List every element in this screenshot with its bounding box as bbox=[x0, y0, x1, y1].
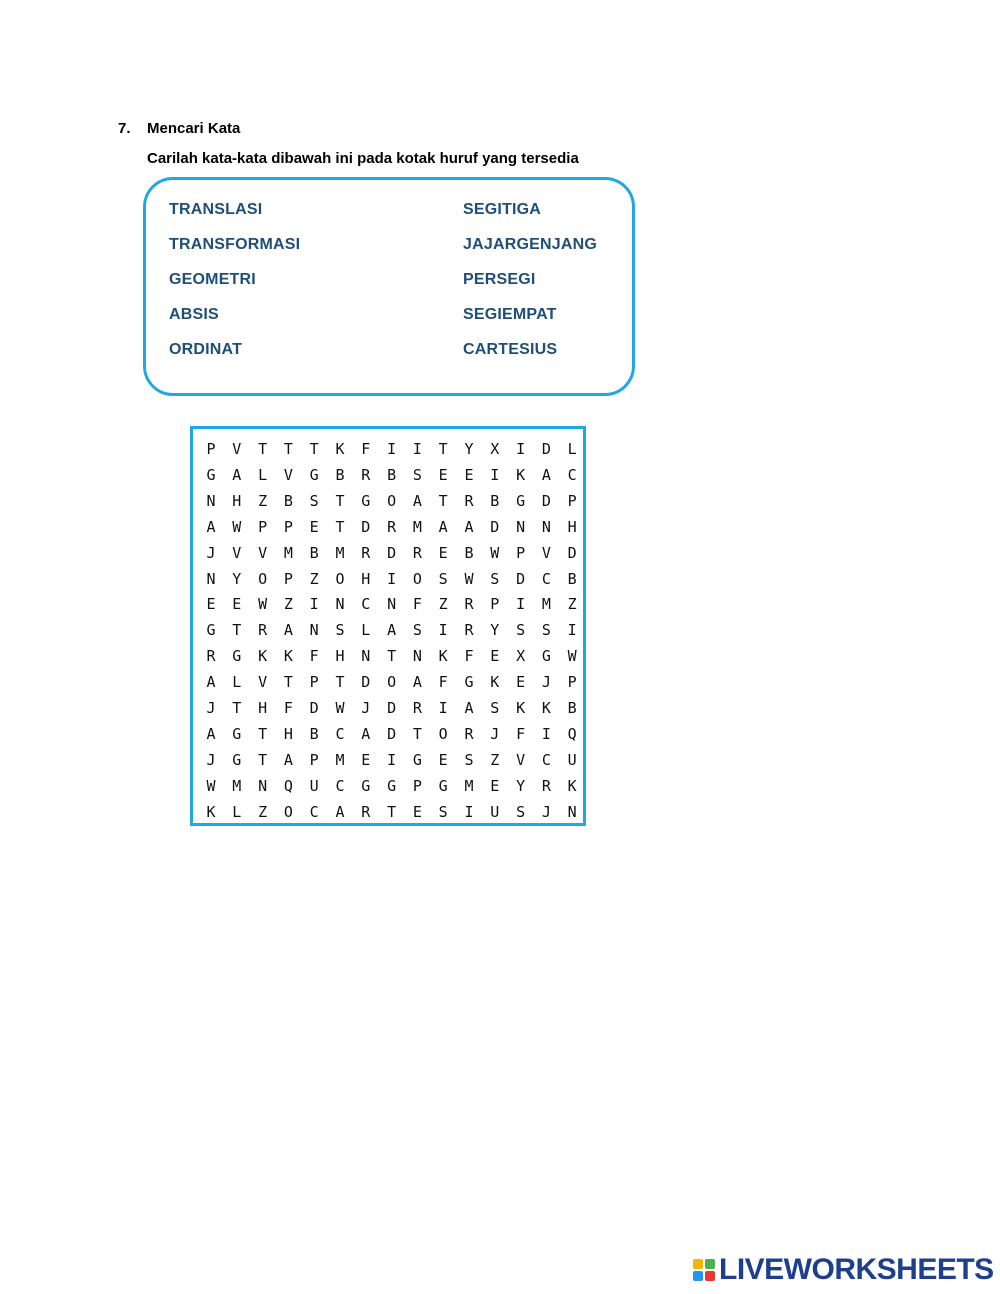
grid-letter[interactable]: R bbox=[412, 543, 422, 562]
grid-letter[interactable]: I bbox=[412, 440, 422, 458]
grid-letter[interactable]: D bbox=[567, 543, 577, 562]
grid-letter[interactable]: O bbox=[283, 802, 293, 821]
grid-letter[interactable]: I bbox=[567, 621, 577, 640]
grid-letter[interactable]: Z bbox=[567, 595, 577, 614]
grid-letter[interactable]: G bbox=[412, 750, 422, 769]
grid-letter[interactable]: G bbox=[309, 465, 319, 484]
grid-letter[interactable]: B bbox=[490, 491, 500, 510]
grid-letter[interactable]: N bbox=[335, 595, 345, 614]
grid-letter[interactable]: H bbox=[361, 569, 371, 588]
grid-letter[interactable]: M bbox=[283, 543, 293, 562]
grid-letter[interactable]: G bbox=[206, 621, 216, 640]
grid-letter[interactable]: Z bbox=[283, 595, 293, 614]
grid-letter[interactable]: O bbox=[387, 491, 397, 510]
grid-letter[interactable]: A bbox=[283, 750, 293, 769]
grid-letter[interactable]: A bbox=[232, 465, 242, 484]
grid-letter[interactable]: O bbox=[387, 673, 397, 692]
grid-letter[interactable]: L bbox=[232, 802, 242, 821]
grid-letter[interactable]: M bbox=[335, 750, 345, 769]
grid-letter[interactable]: Z bbox=[258, 491, 268, 510]
grid-letter[interactable]: A bbox=[412, 491, 422, 510]
grid-letter[interactable]: P bbox=[567, 491, 577, 510]
grid-letter[interactable]: G bbox=[387, 776, 397, 795]
grid-letter[interactable]: C bbox=[567, 465, 577, 484]
grid-letter[interactable]: S bbox=[516, 621, 526, 640]
grid-letter[interactable]: T bbox=[438, 440, 448, 458]
grid-letter[interactable]: R bbox=[464, 724, 474, 743]
grid-letter[interactable]: I bbox=[387, 440, 397, 458]
grid-letter[interactable]: K bbox=[567, 776, 577, 795]
grid-letter[interactable]: D bbox=[309, 699, 319, 717]
grid-letter[interactable]: Q bbox=[567, 724, 577, 743]
grid-letter[interactable]: K bbox=[283, 647, 293, 666]
grid-letter[interactable]: O bbox=[258, 569, 268, 588]
grid-letter[interactable]: U bbox=[309, 776, 319, 795]
grid-letter[interactable]: C bbox=[541, 569, 551, 588]
grid-letter[interactable]: G bbox=[361, 776, 371, 795]
grid-letter[interactable]: N bbox=[541, 517, 551, 536]
grid-letter[interactable]: N bbox=[206, 569, 216, 588]
grid-letter[interactable]: G bbox=[206, 465, 216, 484]
grid-letter[interactable]: E bbox=[516, 673, 526, 692]
grid-letter[interactable]: J bbox=[206, 750, 216, 769]
grid-letter[interactable]: L bbox=[232, 673, 242, 692]
grid-letter[interactable]: N bbox=[309, 621, 319, 640]
grid-letter[interactable]: Y bbox=[490, 621, 500, 640]
grid-letter[interactable]: T bbox=[309, 440, 319, 458]
word-list-item: PERSEGI bbox=[463, 271, 536, 288]
grid-letter[interactable]: Y bbox=[516, 776, 526, 795]
grid-letter[interactable]: H bbox=[232, 491, 242, 510]
grid-letter[interactable]: S bbox=[464, 750, 474, 769]
grid-letter[interactable]: A bbox=[283, 621, 293, 640]
grid-letter[interactable]: T bbox=[258, 440, 268, 458]
grid-letter[interactable]: P bbox=[567, 673, 577, 692]
question-title: Mencari Kata bbox=[147, 120, 241, 137]
grid-letter[interactable]: N bbox=[567, 802, 577, 821]
grid-letter[interactable]: E bbox=[438, 750, 448, 769]
grid-letter[interactable]: N bbox=[387, 595, 397, 614]
grid-letter[interactable]: V bbox=[258, 543, 268, 562]
grid-letter[interactable]: A bbox=[412, 673, 422, 692]
grid-letter[interactable]: N bbox=[412, 647, 422, 666]
grid-letter[interactable]: T bbox=[335, 673, 345, 692]
grid-letter[interactable]: G bbox=[361, 491, 371, 510]
question-instruction: Carilah kata-kata dibawah ini pada kotak huruf yang tersedia bbox=[147, 150, 579, 167]
grid-letter[interactable]: I bbox=[490, 465, 500, 484]
grid-letter[interactable]: W bbox=[567, 647, 577, 666]
grid-letter[interactable]: P bbox=[283, 517, 293, 536]
grid-letter[interactable]: J bbox=[541, 802, 551, 821]
grid-letter[interactable]: C bbox=[309, 802, 319, 821]
grid-letter[interactable]: K bbox=[516, 699, 526, 717]
grid-letter[interactable]: A bbox=[387, 621, 397, 640]
grid-letter[interactable]: R bbox=[361, 802, 371, 821]
grid-letter[interactable]: K bbox=[438, 647, 448, 666]
grid-letter[interactable]: T bbox=[335, 491, 345, 510]
question-number: 7. bbox=[118, 120, 131, 137]
grid-letter[interactable]: E bbox=[438, 465, 448, 484]
grid-letter[interactable]: Y bbox=[464, 440, 474, 458]
word-list-item: GEOMETRI bbox=[169, 271, 256, 288]
letter-grid-box bbox=[190, 426, 586, 826]
grid-letter[interactable]: L bbox=[567, 440, 577, 458]
grid-letter[interactable]: K bbox=[258, 647, 268, 666]
grid-letter[interactable]: M bbox=[464, 776, 474, 795]
grid-letter[interactable]: V bbox=[258, 673, 268, 692]
grid-letter[interactable]: O bbox=[438, 724, 448, 743]
grid-letter[interactable]: R bbox=[387, 517, 397, 536]
grid-letter[interactable]: U bbox=[490, 802, 500, 821]
grid-letter[interactable]: E bbox=[361, 750, 371, 769]
grid-letter[interactable]: Z bbox=[258, 802, 268, 821]
grid-letter[interactable]: M bbox=[412, 517, 422, 536]
grid-letter[interactable]: E bbox=[412, 802, 422, 821]
word-list-item: ORDINAT bbox=[169, 341, 243, 358]
grid-letter[interactable]: P bbox=[309, 673, 319, 692]
grid-letter[interactable]: E bbox=[309, 517, 319, 536]
grid-letter[interactable]: A bbox=[464, 517, 474, 536]
grid-letter[interactable]: N bbox=[516, 517, 526, 536]
grid-letter[interactable]: M bbox=[335, 543, 345, 562]
grid-letter[interactable]: J bbox=[361, 699, 371, 717]
grid-letter[interactable]: A bbox=[541, 465, 551, 484]
grid-letter[interactable]: E bbox=[490, 647, 500, 666]
grid-letter[interactable]: D bbox=[387, 699, 397, 717]
grid-letter[interactable]: K bbox=[335, 440, 345, 458]
grid-letter[interactable]: T bbox=[387, 802, 397, 821]
grid-letter[interactable]: G bbox=[438, 776, 448, 795]
grid-letter[interactable]: W bbox=[258, 595, 268, 614]
grid-letter[interactable]: B bbox=[283, 491, 293, 510]
grid-letter[interactable]: O bbox=[335, 569, 345, 588]
grid-letter[interactable]: B bbox=[567, 569, 577, 588]
grid-letter[interactable]: R bbox=[361, 543, 371, 562]
grid-letter[interactable]: I bbox=[516, 595, 526, 614]
word-list-item: SEGIEMPAT bbox=[463, 306, 557, 323]
grid-letter[interactable]: I bbox=[516, 440, 526, 458]
grid-letter[interactable]: R bbox=[206, 647, 216, 666]
grid-letter[interactable]: V bbox=[541, 543, 551, 562]
grid-letter[interactable]: C bbox=[335, 776, 345, 795]
grid-letter[interactable]: I bbox=[309, 595, 319, 614]
grid-letter[interactable]: I bbox=[464, 802, 474, 821]
grid-letter[interactable]: Z bbox=[309, 569, 319, 588]
grid-letter[interactable]: T bbox=[232, 621, 242, 640]
grid-letter[interactable]: K bbox=[541, 699, 551, 717]
grid-letter[interactable]: S bbox=[309, 491, 319, 510]
grid-letter[interactable]: P bbox=[206, 440, 216, 458]
grid-letter[interactable]: G bbox=[464, 673, 474, 692]
grid-letter[interactable]: A bbox=[438, 517, 448, 536]
grid-letter[interactable]: T bbox=[387, 647, 397, 666]
grid-letter[interactable]: D bbox=[361, 517, 371, 536]
grid-letter[interactable]: F bbox=[438, 673, 448, 692]
grid-letter[interactable]: G bbox=[232, 647, 242, 666]
grid-letter[interactable]: N bbox=[206, 491, 216, 510]
grid-letter[interactable]: I bbox=[387, 750, 397, 769]
letter-grid bbox=[193, 429, 583, 823]
grid-letter[interactable]: E bbox=[464, 465, 474, 484]
word-list-item: TRANSLASI bbox=[169, 201, 263, 218]
grid-letter[interactable]: W bbox=[490, 543, 500, 562]
grid-letter[interactable]: T bbox=[258, 724, 268, 743]
word-list-item: SEGITIGA bbox=[463, 201, 542, 218]
grid-letter[interactable]: I bbox=[438, 699, 448, 717]
logo-tile-icon bbox=[705, 1259, 715, 1269]
grid-letter[interactable]: T bbox=[258, 750, 268, 769]
grid-letter[interactable]: A bbox=[206, 724, 216, 743]
grid-letter[interactable]: F bbox=[412, 595, 422, 614]
grid-letter[interactable]: G bbox=[232, 724, 242, 743]
grid-letter[interactable]: P bbox=[412, 776, 422, 795]
grid-letter[interactable]: V bbox=[232, 543, 242, 562]
word-list-item: CARTESIUS bbox=[463, 341, 558, 358]
grid-letter[interactable]: I bbox=[387, 569, 397, 588]
grid-letter[interactable]: S bbox=[490, 569, 500, 588]
grid-letter[interactable]: S bbox=[412, 465, 422, 484]
grid-letter[interactable]: V bbox=[516, 750, 526, 769]
grid-letter[interactable]: H bbox=[567, 517, 577, 536]
grid-letter[interactable]: S bbox=[438, 569, 448, 588]
grid-letter[interactable]: J bbox=[206, 699, 216, 717]
grid-letter[interactable]: Z bbox=[490, 750, 500, 769]
grid-letter[interactable]: I bbox=[438, 621, 448, 640]
grid-letter[interactable]: X bbox=[490, 440, 500, 458]
grid-letter[interactable]: M bbox=[541, 595, 551, 614]
grid-letter[interactable]: S bbox=[438, 802, 448, 821]
grid-letter[interactable]: B bbox=[464, 543, 474, 562]
logo-tile-icon bbox=[693, 1259, 703, 1269]
liveworksheets-logo bbox=[693, 1254, 994, 1286]
grid-letter[interactable]: K bbox=[490, 673, 500, 692]
grid-letter[interactable]: L bbox=[258, 465, 268, 484]
grid-letter[interactable]: A bbox=[361, 724, 371, 743]
grid-letter[interactable]: A bbox=[206, 517, 216, 536]
grid-letter[interactable]: S bbox=[412, 621, 422, 640]
grid-letter[interactable]: V bbox=[283, 465, 293, 484]
grid-letter[interactable]: K bbox=[206, 802, 216, 821]
word-list-item: TRANSFORMASI bbox=[169, 236, 301, 253]
grid-letter[interactable]: F bbox=[516, 724, 526, 743]
grid-letter[interactable]: P bbox=[309, 750, 319, 769]
grid-letter[interactable]: S bbox=[516, 802, 526, 821]
grid-letter[interactable]: A bbox=[464, 699, 474, 717]
grid-letter[interactable]: F bbox=[309, 647, 319, 666]
grid-letter[interactable]: J bbox=[541, 673, 551, 692]
grid-letter[interactable]: R bbox=[361, 465, 371, 484]
grid-letter[interactable]: A bbox=[206, 673, 216, 692]
grid-letter[interactable]: L bbox=[361, 621, 371, 640]
grid-letter[interactable]: P bbox=[490, 595, 500, 614]
logo-tile-icon bbox=[705, 1271, 715, 1281]
grid-letter[interactable]: D bbox=[490, 517, 500, 536]
grid-letter[interactable]: E bbox=[438, 543, 448, 562]
grid-letter[interactable]: Y bbox=[232, 569, 242, 588]
grid-letter[interactable]: F bbox=[283, 699, 293, 717]
grid-letter[interactable]: B bbox=[335, 465, 345, 484]
grid-letter[interactable]: R bbox=[464, 621, 474, 640]
grid-letter[interactable]: E bbox=[206, 595, 216, 614]
grid-letter[interactable]: D bbox=[516, 569, 526, 588]
grid-letter[interactable]: R bbox=[464, 491, 474, 510]
grid-letter[interactable]: C bbox=[361, 595, 371, 614]
grid-letter[interactable]: E bbox=[490, 776, 500, 795]
grid-letter[interactable]: R bbox=[464, 595, 474, 614]
grid-letter[interactable]: Z bbox=[438, 595, 448, 614]
logo-mark-icon bbox=[693, 1259, 715, 1281]
grid-letter[interactable]: W bbox=[232, 517, 242, 536]
grid-letter[interactable]: M bbox=[232, 776, 242, 795]
logo-tile-icon bbox=[693, 1271, 703, 1281]
grid-letter[interactable]: D bbox=[541, 440, 551, 458]
grid-letter[interactable]: W bbox=[206, 776, 216, 795]
grid-letter[interactable]: H bbox=[258, 699, 268, 717]
grid-letter[interactable]: J bbox=[206, 543, 216, 562]
grid-letter[interactable]: B bbox=[387, 465, 397, 484]
grid-letter[interactable]: K bbox=[516, 465, 526, 484]
grid-letter[interactable]: R bbox=[541, 776, 551, 795]
grid-letter[interactable]: A bbox=[335, 802, 345, 821]
grid-letter[interactable]: T bbox=[283, 673, 293, 692]
grid-letter[interactable]: W bbox=[335, 699, 345, 717]
grid-letter[interactable]: T bbox=[283, 440, 293, 458]
grid-letter[interactable]: N bbox=[361, 647, 371, 666]
grid-letter[interactable]: S bbox=[335, 621, 345, 640]
grid-letter[interactable]: O bbox=[412, 569, 422, 588]
word-list-item: ABSIS bbox=[169, 306, 219, 323]
grid-letter[interactable]: W bbox=[464, 569, 474, 588]
grid-letter[interactable]: D bbox=[387, 543, 397, 562]
grid-letter[interactable]: D bbox=[541, 491, 551, 510]
grid-letter[interactable]: D bbox=[361, 673, 371, 692]
grid-letter[interactable]: T bbox=[232, 699, 242, 717]
grid-letter[interactable]: B bbox=[567, 699, 577, 717]
grid-letter[interactable]: F bbox=[361, 440, 371, 458]
grid-letter[interactable]: V bbox=[232, 440, 242, 458]
grid-letter[interactable]: D bbox=[387, 724, 397, 743]
grid-letter[interactable]: P bbox=[283, 569, 293, 588]
grid-letter[interactable]: G bbox=[541, 647, 551, 666]
grid-letter[interactable]: X bbox=[516, 647, 526, 666]
grid-letter[interactable]: C bbox=[335, 724, 345, 743]
grid-letter[interactable]: T bbox=[335, 517, 345, 536]
grid-letter[interactable]: S bbox=[541, 621, 551, 640]
grid-letter[interactable]: R bbox=[258, 621, 268, 640]
grid-letter[interactable]: S bbox=[490, 699, 500, 717]
grid-letter[interactable]: G bbox=[232, 750, 242, 769]
logo-text: LIVEWORKSHEETS bbox=[719, 1253, 994, 1286]
grid-letter[interactable]: E bbox=[232, 595, 242, 614]
grid-letter[interactable]: I bbox=[541, 724, 551, 743]
grid-letter[interactable]: N bbox=[258, 776, 268, 795]
grid-letter[interactable]: U bbox=[567, 750, 577, 769]
grid-letter[interactable]: F bbox=[464, 647, 474, 666]
grid-letter[interactable]: T bbox=[438, 491, 448, 510]
grid-letter[interactable]: P bbox=[258, 517, 268, 536]
grid-letter[interactable]: R bbox=[412, 699, 422, 717]
grid-letter[interactable]: P bbox=[516, 543, 526, 562]
word-list-item: JAJARGENJANG bbox=[463, 236, 597, 253]
grid-letter[interactable]: B bbox=[309, 543, 319, 562]
grid-letter[interactable]: T bbox=[412, 724, 422, 743]
grid-letter[interactable]: H bbox=[335, 647, 345, 666]
grid-letter[interactable]: C bbox=[541, 750, 551, 769]
grid-letter[interactable]: G bbox=[516, 491, 526, 510]
grid-letter[interactable]: H bbox=[283, 724, 293, 743]
grid-letter[interactable]: B bbox=[309, 724, 319, 743]
grid-letter[interactable]: Q bbox=[283, 776, 293, 795]
word-list-box bbox=[143, 177, 635, 396]
grid-letter[interactable]: J bbox=[490, 724, 500, 743]
